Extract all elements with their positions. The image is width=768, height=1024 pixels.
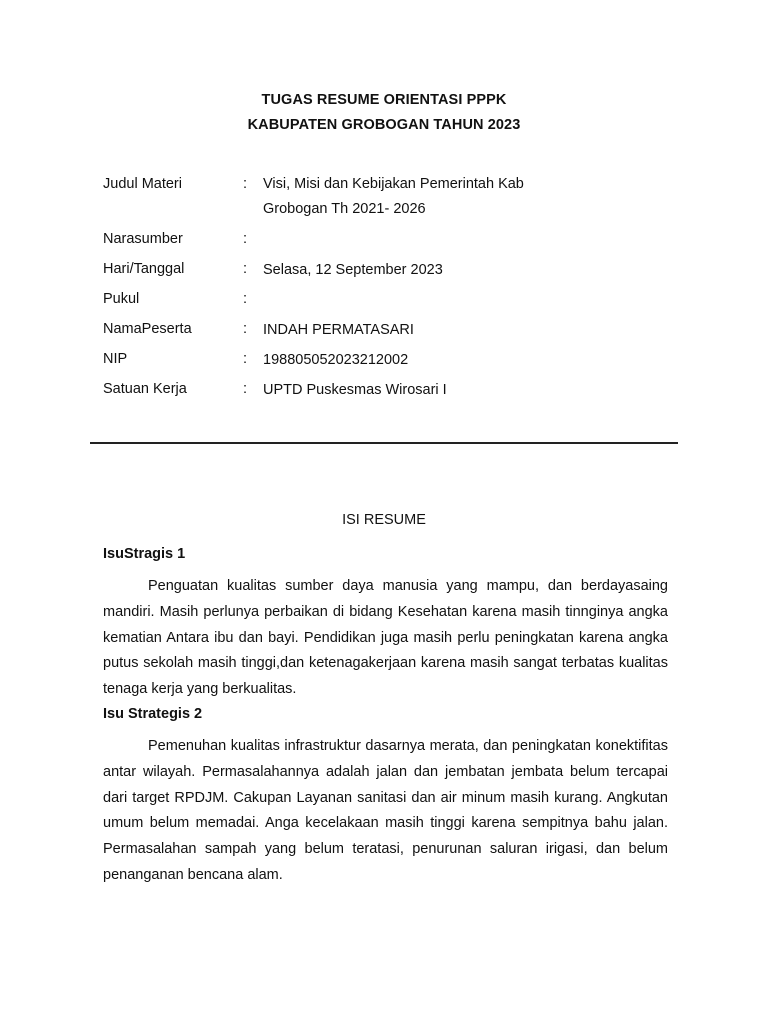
info-row-narasumber bbox=[0, 228, 768, 250]
info-colon: : bbox=[243, 321, 248, 337]
info-label: Narasumber bbox=[103, 231, 183, 247]
info-colon: : bbox=[243, 291, 248, 307]
info-value: Selasa, 12 September 2023 bbox=[263, 262, 443, 278]
info-label: Satuan Kerja bbox=[103, 381, 187, 397]
info-row-pukul bbox=[0, 288, 768, 310]
info-label: NIP bbox=[103, 351, 128, 367]
resume-section-title: ISI RESUME bbox=[342, 512, 426, 528]
info-row-satuan-kerja bbox=[0, 378, 768, 400]
document-title-line1: TUGAS RESUME ORIENTASI PPPK bbox=[261, 92, 507, 108]
info-value: 198805052023212002 bbox=[263, 352, 409, 368]
info-row-judul-materi bbox=[0, 173, 768, 217]
info-colon: : bbox=[243, 231, 248, 247]
info-colon: : bbox=[243, 381, 248, 397]
info-value: UPTD Puskesmas Wirosari I bbox=[263, 382, 447, 398]
info-value: INDAH PERMATASARI bbox=[263, 322, 414, 338]
issue1-heading: IsuStragis 1 bbox=[103, 546, 186, 562]
info-row-hari-tanggal bbox=[0, 258, 768, 280]
info-colon: : bbox=[243, 176, 248, 192]
info-row-nama-peserta bbox=[0, 318, 768, 340]
info-colon: : bbox=[243, 261, 248, 277]
issue2-paragraph: Pemenuhan kualitas infrastruktur dasarnya merata, dan peningkatan konektifitas antar wilayah. Permasalahannya adalah jalan dan jembatan jembata belum tercapai dari target RPDJM. Cakupan Layanan sanitasi dan air minum masih kurang. Angkutan umum belum memadai. Anga kecelakaan masih tinggi karena sempitnya bahu jalan. Permasalahan sampah yang belum teratasi, penurunan saluran irigasi, dan belum penanganan bencana alam. bbox=[103, 738, 668, 883]
issue1-paragraph: Penguatan kualitas sumber daya manusia yang mampu, dan berdayasaing mandiri. Masih perlunya perbaikan di bidang Kesehatan karena masih tinnginya angka kematian Antara ibu dan bayi. Pendidikan juga masih perlu peningkatan karena angka putus sekolah masih tinggi,dan ketenagakerjaan karena masih sangat terbatas kualitas tenaga kerja yang berkualitas. bbox=[103, 578, 668, 698]
info-value: Visi, Misi dan Kebijakan Pemerintah Kab Grobogan Th 2021- 2026 bbox=[263, 176, 524, 217]
info-label: Pukul bbox=[103, 291, 140, 307]
info-label: NamaPeserta bbox=[103, 321, 192, 337]
info-label: Hari/Tanggal bbox=[103, 261, 185, 277]
info-row-nip bbox=[0, 348, 768, 370]
info-label: Judul Materi bbox=[103, 176, 182, 192]
document-title-line2: KABUPATEN GROBOGAN TAHUN 2023 bbox=[247, 117, 521, 133]
info-colon: : bbox=[243, 351, 248, 367]
issue2-heading: Isu Strategis 2 bbox=[103, 706, 203, 722]
horizontal-divider bbox=[90, 442, 678, 444]
